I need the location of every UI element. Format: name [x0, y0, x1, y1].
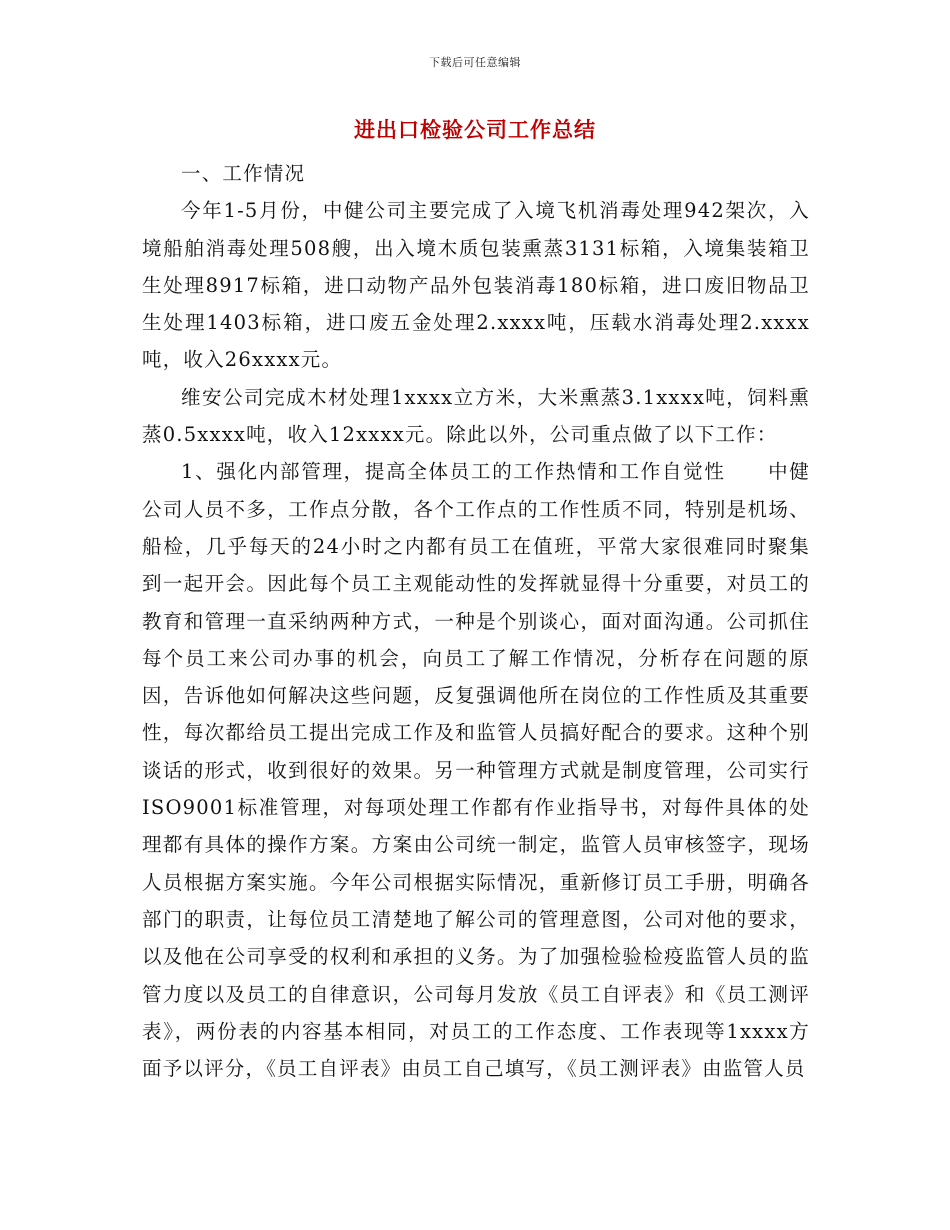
paragraph-internal-management: 1、强化内部管理，提高全体员工的工作热情和工作自觉性 中健公司人员不多，工作点分散，各个工作点的工作性质不同，特别是机场、船检，几乎每天的24小时之内都有员工在值班，平常大家很难同时聚集到一起开会。因此每个员工主观能动性的发挥就显得十分重要，对员工的教育和管理一直采纳两种方式，一种是个别谈心，面对面沟通。公司抓住每个员工来公司办事的机会，向员工了解工作情况，分析存在问题的原因，告诉他如何解决这些问题，反复强调他所在岗位的工作性质及其重要性，每次都给员工提出完成工作及和监管人员搞好配合的要求。这种个别谈话的形式，收到很好的效果。另一种管理方式就是制度管理，公司实行ISO9001标准管理，对每项处理工作都有作业指导书，对每件具体的处理都有具体的操作方案。方案由公司统一制定，监管人员审核签字，现场人员根据方案实施。今年公司根据实际情况，重新修订员工手册，明确各部门的职责，让每位员工清楚地了解公司的管理意图，公司对他的要求，以及他在公司享受的权利和承担的义务。为了加强检验检疫监管人员的监管力度以及员工的自律意识，公司每月发放《员工自评表》和《员工测评表》，两份表的内容基本相同，对员工的工作态度、工作表现等1xxxx方面予以评分，《员工自评表》由员工自己填写，《员工测评表》由监管人员 [142, 460, 810, 1081]
paragraph-zhongjian-summary: 今年1-5月份，中健公司主要完成了入境飞机消毒处理942架次，入境船舶消毒处理508艘，出入境木质包装熏蒸3131标箱，入境集装箱卫生处理8917标箱，进口动物产品外包装消毒180标箱，进口废旧物品卫生处理1403标箱，进口废五金处理2.xxxx吨，压载水消毒处理2.xxxx吨，收入26xxxx元。 [142, 199, 810, 372]
section-heading: 一、工作情况 [181, 162, 306, 185]
document-body [142, 155, 810, 1087]
paragraph-weian-summary: 维安公司完成木材处理1xxxx立方米，大米熏蒸3.1xxxx吨，饲料熏蒸0.5xxxx吨，收入12xxxx元。除此以外，公司重点做了以下工作： [142, 385, 810, 447]
header-note: 下载后可任意编辑 [429, 56, 521, 69]
document-title: 进出口检验公司工作总结 [354, 117, 596, 142]
